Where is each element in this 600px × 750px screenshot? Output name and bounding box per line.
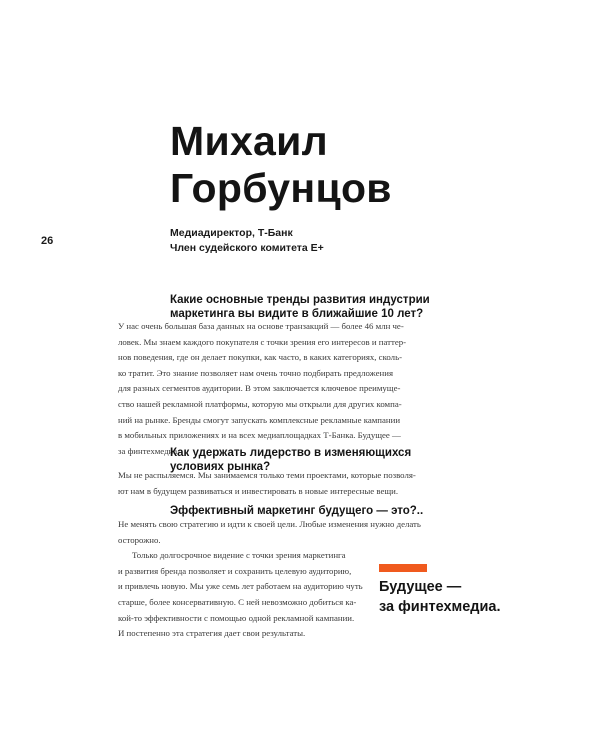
person-role	[170, 226, 324, 256]
answer-line: Не менять свою стратегию и идти к своей цели. Любые изменения нужно делать	[118, 519, 421, 529]
page-number: 26	[41, 235, 54, 247]
answer-trends	[118, 319, 430, 459]
answer-line: старше, более консервативную. С ней невозможно добиться ка-	[118, 596, 357, 607]
person-name	[170, 118, 392, 212]
person-first-name: Михаил	[170, 118, 329, 164]
role-line-committee: Член судейского комитета E+	[170, 242, 324, 254]
answer-line: ний на рынке. Бренды смогут запускать комплексные рекламные кампании	[118, 414, 401, 425]
pull-quote	[379, 577, 501, 617]
question-future-marketing	[170, 504, 423, 518]
pull-quote-line: Будущее —	[379, 579, 462, 595]
answer-line: за финтехмедиа.	[118, 445, 180, 456]
answer-line: осторожно.	[118, 534, 161, 545]
answer-line: Только долгосрочное видение с точки зрения маркетинга	[132, 550, 346, 561]
person-last-name: Горбунцов	[170, 165, 392, 211]
answer-line: И постепенно эта стратегия дает свои результаты.	[118, 628, 306, 639]
answer-leadership	[118, 468, 430, 499]
answer-line: в мобильных приложениях и на всех медиаплощадках Т-Банка. Будущее —	[118, 430, 401, 441]
answer-line: и развития бренда позволяет и сохранить целевую аудиторию,	[118, 565, 352, 576]
answer-line: и привлечь новую. Мы уже семь лет работаем на аудиторию чуть	[118, 581, 363, 592]
answer-line: Мы не распыляемся. Мы занимаемся только теми проектами, которые позволя-	[118, 470, 416, 480]
question-trends	[170, 293, 430, 321]
question-line: Эффективный маркетинг будущего — это?..	[170, 505, 424, 517]
answer-line: ют нам в будущем развиваться и инвестировать в новые интересные вещи.	[118, 485, 399, 496]
answer-line: кой-то эффективности с помощью одной рекламной кампании.	[118, 612, 355, 623]
answer-line: для разных сегментов аудитории. В этом заключается ключевое преимуще-	[118, 383, 401, 394]
answer-line: ство нашей рекламной платформы, которую мы открыли для других компа-	[118, 398, 402, 409]
question-line: Какие основные тренды развития индустрии	[170, 294, 430, 306]
role-line-position: Медиадиректор, Т-Банк	[170, 227, 293, 239]
answer-line: нов поведения, где он делает покупки, как часто, в каких категориях, сколь-	[118, 352, 403, 363]
question-line: условиях рынка?	[170, 461, 271, 473]
question-line: маркетинга вы видите в ближайшие 10 лет?	[170, 308, 424, 320]
answer-line: ловек. Мы знаем каждого покупателя с точки зрения его интересов и паттер-	[118, 336, 407, 347]
pull-quote-accent-bar	[379, 564, 427, 572]
question-line: Как удержать лидерство в изменяющихся	[170, 447, 412, 459]
answer-line: ко тратит. Это знание позволяет нам очень точно подбирать предложения	[118, 367, 394, 378]
answer-line: У нас очень большая база данных на основе транзакций — более 46 млн че-	[118, 321, 404, 331]
pull-quote-line: за финтехмедиа.	[379, 599, 501, 615]
